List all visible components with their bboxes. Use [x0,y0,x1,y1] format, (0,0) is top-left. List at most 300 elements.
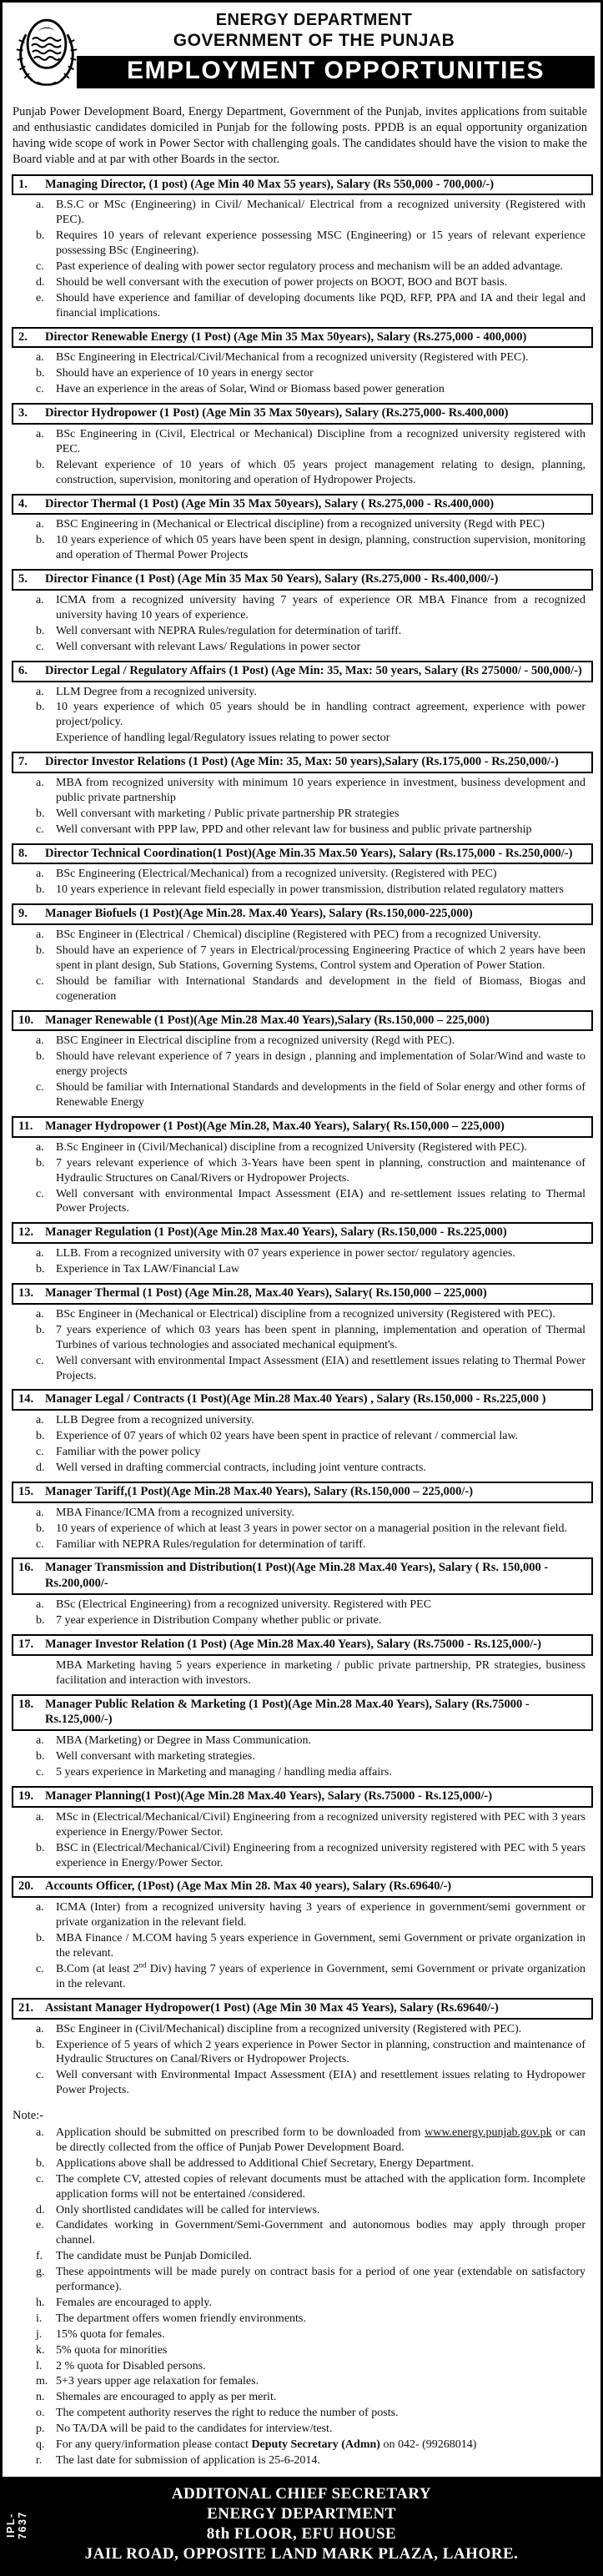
item-text: Only shortlisted candidates will be called for interviews. [56,2203,320,2216]
item-label: a. [36,928,44,942]
item-text: Relevant experience of 10 years of which 05 years project management relating to design, planning, construction, supervision, monitoring and operation of Hydropower Projects. [56,458,585,486]
post-number: 7. [18,755,28,769]
item-text: Well versed in drafting commercial contracts, including joint venture contracts. [56,1461,427,1474]
post-section [3,403,600,487]
post-items [36,1307,585,1384]
list-item [36,382,585,397]
item-text: 15% quota for females. [56,2327,165,2341]
item-text: Have an experience in the areas of Solar, Wind or Biomass based power generation [56,383,445,396]
item-text: The competent authority reserves the right to reduce the number of posts. [56,2407,399,2420]
list-item [36,2406,585,2421]
item-label: b. [36,1323,45,1336]
list-item [36,2203,585,2218]
item-label: c. [36,1537,44,1551]
item-label: c. [36,1081,44,1094]
post-title: Director Thermal (1 Post) (Age Min 35 Max 50years), Salary ( Rs.275,000 - Rs.400,000) [45,496,495,511]
post-header [12,752,593,773]
post-header [12,1010,593,1032]
item-label: c. [36,1962,44,1975]
list-item [36,2038,585,2068]
post-section [3,569,600,654]
item-text: Well conversant with NEPRA Rules/regulation for determination of tariff. [56,624,402,637]
list-item [36,883,585,898]
item-label: a. [36,2126,44,2139]
item-label: i. [36,2312,43,2325]
inline-link-text: www.energy.punjab.gov.pk [425,2126,552,2139]
post-section [3,1010,600,1110]
post-number: 9. [18,907,28,921]
list-item [36,2218,585,2248]
item-label: b. [36,944,45,957]
post-number: 8. [18,846,28,860]
item-label: b. [36,534,45,547]
post-header [12,327,593,349]
item-text: Should be familiar with International Standards and development in the field of Biomass, Biogas and cogeneration [56,974,585,1003]
list-item [36,1810,585,1840]
list-item [36,2374,585,2389]
item-text: Should have an experience of 7 years in Electrical/processing Engineering Practice of which 2 years have been spent in plant design, Sub Stations, Governing Systems, Control system and Operation of Power Station. [56,944,585,972]
list-item [36,1962,585,1992]
advert-header [3,7,600,97]
item-label: b. [36,2038,45,2051]
inline-bold-text: Deputy Secretary (Admn) [251,2438,380,2452]
item-text: No TA/DA will be paid to the candidates for interview/test. [56,2423,333,2436]
list-item [36,1506,585,1521]
post-number: 3. [18,406,28,420]
item-text: 7 years relevant experience of which 3-Years have been spent in planning, construction and maintenance of Hydraulic Structures on Canal/Rivers or Hydropower Projects. [56,1156,585,1185]
post-number: 5. [18,572,28,586]
item-text: 5+3 years upper age relaxation for females. [56,2375,259,2388]
post-header [12,1222,593,1244]
list-item [36,2068,585,2098]
item-text: Requires 10 years of relevant experience possessing MSC (Engineering) or 15 years of relevant experience possessing BSc (Engineering). [56,229,585,258]
item-text: 7 years experience of which 03 years has been spent in planning, implementation and operation of Thermal Turbines of various technologies and associated mechanical equipment's. [56,1323,585,1351]
item-label: b. [36,1932,45,1945]
post-section [3,903,600,1004]
item-label: c. [36,2172,44,2186]
post-header [12,1557,593,1595]
item-label: a. [36,1598,44,1612]
item-text [56,1962,585,1992]
item-text: Experience of 5 years of which 2 years experience in Power Sector in planning, construction and maintenance of Hydraulic Structures on Canal/Rivers or Hydropower Projects. [56,2038,585,2066]
post-section [3,1389,600,1475]
post-section [3,1222,600,1277]
post-header [12,1283,593,1305]
post-header [12,174,593,196]
list-item [36,2453,585,2468]
post-items [36,1140,585,1217]
post-number: 17. [18,1637,34,1651]
post-section [3,843,600,898]
post-header [12,494,593,516]
advert-footer [3,2477,600,2573]
post-header [12,1998,593,2020]
post-title: Manager Regulation (1 Post)(Age Min.28 Max.40 Years), Salary (Rs.150,000 - Rs.225,000) [45,1225,507,1240]
note-items [36,2126,585,2468]
post-section [3,1998,600,2098]
item-label: b. [36,1750,45,1763]
item-label: e. [36,291,44,304]
item-text: BSc Engineering in (Civil, Electrical or Mechanical) Discipline from a recognized university registered with PEC. [56,428,585,455]
item-text: Well conversant with marketing / Public private partnership PR strategies [56,807,399,820]
post-section [3,1694,600,1780]
post-header [12,843,593,865]
post-number: 1. [18,177,28,191]
item-label: b. [36,1156,45,1170]
item-text: Familiar with the power policy [56,1446,201,1459]
list-item [36,427,585,457]
post-items [36,427,585,488]
list-item [36,700,585,730]
posts [3,174,600,2099]
item-text: Past experience of dealing with power sector regulatory process and mechanism will be an added advantage. [56,259,564,273]
banner-title: EMPLOYMENT OPPORTUNITIES [77,56,595,88]
post-number: 20. [18,1879,34,1894]
post-number: 2. [18,330,28,344]
item-text [56,2126,585,2156]
post-items [36,1810,585,1871]
post-section [3,174,600,321]
post-items [36,517,585,563]
item-text: LLM Degree from a recognized university. [56,685,257,698]
post-header [12,661,593,682]
item-label: b. [36,1430,45,1443]
post-title: Manager Planning(1 Post)(Age Min.28 Max.40 Years), Salary (Rs.75000 - Rs.125,000/-) [45,1789,493,1803]
item-label: b. [36,1614,45,1628]
item-text: Should be well conversant with the execution of power projects on BOOT, BOO and BOT basis. [56,275,508,289]
item-text: The candidate must be Punjab Domiciled. [56,2250,252,2263]
post-items [36,776,585,838]
list-item [36,624,585,639]
post-items [36,928,585,1004]
list-item [36,291,585,321]
post-title: Manager Biofuels (1 Post)(Age Min.28. Max.40 Years), Salary (Rs.150,000-225,000) [45,907,473,921]
item-label: m. [36,2375,48,2388]
post-section [3,1283,600,1383]
post-number: 13. [18,1286,34,1301]
post-items [36,1034,585,1110]
post-title: Managing Director, (1 post) (Age Min 40 Max 55 years), Salary (Rs 550,000 - 700,000/-) [45,177,495,191]
post-section [3,752,600,837]
footer-line: JAIL ROAD, OPPOSITE LAND MARK PLAZA, LAHORE. [84,2544,519,2563]
item-text: BSC Engineering in (Mechanical or Electrical discipline) from a recognized university (Regd with PEC) [56,518,545,531]
item-text: 5% quota for minorities [56,2343,168,2357]
post-items [36,2022,585,2099]
list-item [36,1034,585,1049]
department-name: ENERGY DEPARTMENT [215,11,413,29]
item-text: BSc Engineering (Electrical/Mechanical) from a recognized university. (Registered with PEC) [56,868,497,881]
item-label: b. [36,701,45,714]
item-label: a. [36,1901,44,1914]
item-text: Well conversant with environmental Impact Assessment (EIA) and re-settlement issues relating to Thermal Power Projects. [56,1187,585,1215]
post-header [12,1876,593,1898]
note-heading: Note:- [13,2109,44,2123]
item-label [36,1658,56,1688]
item-text: MBA Finance/ICMA from a recognized university. [56,1506,295,1519]
item-label: a. [36,1506,44,1519]
post-header [12,1116,593,1138]
item-label: n. [36,2391,45,2404]
list-item [36,776,585,806]
list-item [36,1307,585,1322]
list-item [36,458,585,488]
item-text: 7 year experience in Distribution Company whether public or private. [56,1614,382,1628]
item-text: 10 years experience in relevant field especially in power transmission, distribution related regulatory matters [56,883,564,897]
item-label: d. [36,1461,45,1474]
item-text: LLB Degree from a recognized university. [56,1414,254,1427]
item-label: a. [36,868,44,881]
list-item [36,1413,585,1428]
post-header [12,903,593,925]
item-label: b. [36,1522,45,1535]
item-label: a. [36,2022,44,2035]
item-label: j. [36,2327,43,2341]
post-items [36,685,585,747]
list-item [36,685,585,700]
post-title: Director Investor Relations (1 Post) (Age Min: 35, Max: 50 years),Salary (Rs.175,000 - Rs.250,000/-) [45,755,559,769]
item-text: 10 years experience of which 05 years should be in handling contract agreement, experience with power project/policy. [56,701,585,729]
item-text: The last date for submission of application is 25-6-2014. [56,2454,320,2467]
list-item [36,640,585,655]
item-text: Well conversant with relevant Laws/ Regulations in power sector [56,640,361,653]
item-text: Well conversant with Environmental Impact Assessment (EIA) and resettlement issues relating to Hydropower Power Projects. [56,2069,585,2097]
post-section [3,1482,600,1552]
post-section [3,1116,600,1216]
post-title: Manager Public Relation & Marketing (1 Post)(Age Min.28 Max.40 Years), Salary (Rs.75000 - Rs.125,000/-) [45,1697,530,1727]
list-item [36,2438,585,2453]
list-item [36,1613,585,1628]
list-item [36,2172,585,2202]
item-label: c. [36,1446,44,1459]
item-text: The department offers women friendly environments. [56,2312,306,2325]
list-item [36,229,585,259]
item-text: MBA Marketing having 5 years experience in marketing / public private partnership, PR strategies, business facilitation and interaction with investors. [56,1658,585,1687]
post-title: Manager Renewable (1 Post)(Age Min.28 Max.40 Years),Salary (Rs.150,000 – 225,000) [45,1013,490,1027]
inline-text: Div) having 7 years of experience in Government, semi Government or private organization in the relevant. [56,1962,585,1990]
item-text: These appointments will be made purely on contract basis for a period of one year (extendable on satisfactory performance). [56,2266,585,2294]
item-label: a. [36,1307,44,1321]
item-label: c. [36,259,44,273]
item-text: 10 years experience of which 05 years have been spent in design, planning, construction supervision, monitoring and operation of Thermal Power Projects [56,534,585,562]
item-text: Females are encouraged to apply. [56,2296,212,2309]
item-text: B.Sc Engineer in (Civil/Mechanical) discipline from a recognized University (Registered with PEC). [56,1140,527,1154]
note-section [13,2108,585,2468]
item-text: Well conversant with PPP law, PPD and other relevant law for business and public private partnership [56,823,532,836]
post-section [3,661,600,746]
post-items [36,1506,585,1552]
post-items [36,350,585,397]
item-text: ICMA (Inter) from a recognized university having 3 years of experience in government/semi government or private organization in the relevant field. [56,1901,585,1929]
list-item [36,2359,585,2374]
list-item [36,1429,585,1444]
list-item [36,1461,585,1476]
item-label: b. [36,1841,45,1854]
list-item [36,366,585,381]
item-text: 10 years of experience of which at least 3 years in power sector on a managerial position in the relevant field. [56,1522,568,1535]
post-title: Manager Tariff,(1 Post)(Age Min.28 Max.40 Years), Salary (Rs.150,000 – 225,000/-) [45,1484,474,1498]
post-title: Manager Hydropower (1 Post)(Age Min.28, Max.40 Years), Salary( Rs.150,000 – 225,000) [45,1119,505,1133]
list-item [36,928,585,943]
item-label: a. [36,199,44,212]
inline-text: or can be directly collected from the office of Punjab Power Development Board. [56,2126,585,2154]
list-item [36,517,585,532]
item-label: b. [36,367,45,380]
post-header [12,1482,593,1503]
item-label: a. [36,1247,44,1260]
post-title: Manager Legal / Contracts (1 Post)(Age Min.28 Max.40 Years) , Salary (Rs.150,000 - Rs.225,000 ) [45,1392,546,1406]
post-items [36,1900,585,1991]
post-title: Manager Investor Relation (1 Post) (Age Min.28 Max.40 Years), Salary (Rs.75000 - Rs.125,000/-) [45,1637,541,1651]
item-text: Should have relevant experience of 7 years in design , planning and implementation of Solar/Wind and waste to energy projects [56,1050,585,1079]
intro-paragraph: Punjab Power Development Board, Energy Department, Government of the Punjab, invites applications from suitable and enthusiastic candidates domiciled in Punjab for the following posts. PPDB is an equal opportunity organization having wide scope of work in Power Sector with challenging goals. The candidates should have the vision to make the Board viable and at par with other Boards in the sector. [13,105,587,167]
post-section [3,1876,600,1991]
list-item [36,1537,585,1552]
item-label: r. [36,2454,43,2467]
post-items [36,1597,585,1628]
item-text: Experience of 07 years of which 02 years have been spent in practice of relevant / commercial law. [56,1430,519,1443]
item-text: Shemales are encouraged to apply as per merit. [56,2391,277,2404]
list-item [36,2249,585,2264]
post-header [12,403,593,425]
advert-reference-code: IPL-7637 [5,2510,28,2539]
government-name: GOVERNMENT OF THE PUNJAB [173,31,455,50]
list-item [36,1187,585,1217]
post-header [12,1634,593,1656]
post-number: 16. [18,1561,34,1575]
post-section [3,494,600,564]
post-title: Director Technical Coordination(1 Post)(Age Min.35 Max.50 Years), Salary (Rs.175,000 - Rs.250,000/-) [45,846,573,860]
list-item [36,1597,585,1613]
list-item [36,1262,585,1277]
item-label: a. [36,685,44,698]
item-label [36,731,56,746]
item-text: MSc in (Electrical/Mechanical/Civil) Engineering from a recognized university registered with PEC with 3 years experience in Energy/Power Sector. [56,1810,585,1839]
item-label: a. [36,351,44,365]
post-number: 4. [18,496,28,511]
item-label: c. [36,1354,44,1367]
post-title: Accounts Officer, (1Post) (Age Max Min 28. Max 40 years), Salary (Rs.69640/-) [45,1879,452,1894]
list-item [36,1931,585,1961]
item-text: BSc Engineer in (Mechanical or Electrical) discipline from a recognized university (Registered with PEC). [56,1307,555,1321]
post-number: 14. [18,1392,34,1406]
item-label: b. [36,883,45,897]
item-text: BSC in (Electrical/Mechanical/Civil) Engineering from a recognized university registered with PEC with 5 years experience in Energy/Power Sector. [56,1841,585,1869]
post-items [36,1413,585,1476]
item-text: ICMA from a recognized university having 7 years of experience OR MBA Finance from a recognized university having 10 years of experience. [56,594,585,621]
list-item [36,2312,585,2327]
inline-text: Application should be submitted on prescribed form to be downloaded from [56,2126,425,2139]
footer-lines [3,2484,600,2564]
list-item [36,1749,585,1764]
item-text: The complete CV, attested copies of relevant documents must be attached with the application form. Incomplete application forms will not be entertained /considered. [56,2172,585,2201]
item-text: BSc Engineer in (Electrical / Chemical) discipline (Registered with PEC) from a recognized University. [56,928,541,942]
list-item [36,1323,585,1353]
post-number: 21. [18,2000,34,2015]
item-label: b. [36,229,45,243]
post-section [3,1634,600,1688]
post-section [3,1557,600,1628]
item-label: a. [36,428,44,440]
post-number: 12. [18,1225,34,1240]
post-items [36,1246,585,1277]
list-item [36,2022,585,2037]
item-text: Should have experience and familiar of developing documents like PQD, RFP, PPA and IA and their legal and financial implications. [56,291,585,319]
list-item [36,2296,585,2311]
item-text: Should have an experience of 10 years in energy sector [56,367,314,380]
list-item [36,974,585,1004]
item-label: c. [36,974,44,988]
item-label: f. [36,2250,43,2263]
item-label: d. [36,275,45,289]
list-item [36,1080,585,1110]
list-item [36,2422,585,2437]
post-title: Manager Transmission and Distribution(1 Post)(Age Min.28 Max.40 Years), Salary ( Rs. 150,000 - Rs.200,000/- [45,1561,549,1591]
post-title: Director Hydropower (1 Post) (Age Min 35 Max 50years), Salary (Rs.275,000- Rs.400,000) [45,406,509,420]
list-item [36,1522,585,1537]
item-label: c. [36,823,44,836]
list-item [36,1140,585,1155]
item-text: Applications above shall be addressed to Additional Chief Secretary, Energy Department. [56,2156,475,2170]
post-number: 19. [18,1789,34,1803]
item-text: 5 years experience in Marketing and managing / handling media affairs. [56,1766,392,1779]
item-label: a. [36,1734,44,1748]
item-label: a. [36,1140,44,1154]
inline-text: on 042- (99268014) [379,2438,477,2452]
list-item [36,1354,585,1384]
post-title: Manager Thermal (1 Post) (Age Min.28, Max.40 Years), Salary( Rs.150,000 – 225,000) [45,1286,487,1301]
item-label: p. [36,2423,45,2436]
post-section [3,1786,600,1870]
item-text: MBA (Marketing) or Degree in Mass Communication. [56,1734,312,1748]
item-text: Experience of handling legal/Regulatory issues relating to power sector [56,732,390,745]
inline-text: B.Com (at least 2 [56,1962,139,1975]
footer-line: 8th FLOOR, EFU HOUSE [206,2524,397,2543]
list-item [36,2156,585,2171]
item-text: MBA Finance / M.COM having 5 years experience in Government, semi Government or private organization in the relevant. [56,1932,585,1960]
post-number: 6. [18,663,28,677]
list-item [36,867,585,882]
post-title: Director Renewable Energy (1 Post) (Age Min 35 Max 50years), Salary (Rs.275,000 - 400,000) [45,330,527,344]
item-label: c. [36,383,44,396]
post-header [12,1694,593,1732]
item-label: q. [36,2438,45,2452]
post-section [3,327,600,398]
footer-line: ENERGY DEPARTMENT [207,2504,396,2523]
post-title: Director Legal / Regulatory Affairs (1 Post) (Age Min: 35, Max: 50 years, Salary (Rs 275000/ - 500,000/-) [45,663,582,677]
post-header [12,569,593,591]
punjab-government-crest-logo [13,8,80,89]
item-label: b. [36,1263,45,1276]
list-item [36,807,585,822]
item-text: Candidates working in Government/Semi-Government and autonomous bodies may apply through proper channel. [56,2219,585,2247]
item-label: c. [36,2069,44,2082]
item-label: b. [36,1050,45,1064]
item-text: LLB. From a recognized university with 07 years experience in power sector/ regulatory agencies. [56,1247,515,1260]
post-items [36,1658,585,1688]
item-label: c. [36,640,44,653]
post-number: 11. [18,1119,33,1133]
list-item [36,2126,585,2156]
item-label: a. [36,776,44,789]
item-label: o. [36,2407,45,2420]
list-item [36,533,585,563]
list-item [36,731,585,746]
list-item [36,823,585,838]
item-text: Well conversant with environmental Impact Assessment (EIA) and resettlement issues relating to Thermal Power Projects. [56,1354,585,1382]
list-item [36,1733,585,1748]
item-label: b. [36,2156,45,2170]
list-item [36,275,585,290]
